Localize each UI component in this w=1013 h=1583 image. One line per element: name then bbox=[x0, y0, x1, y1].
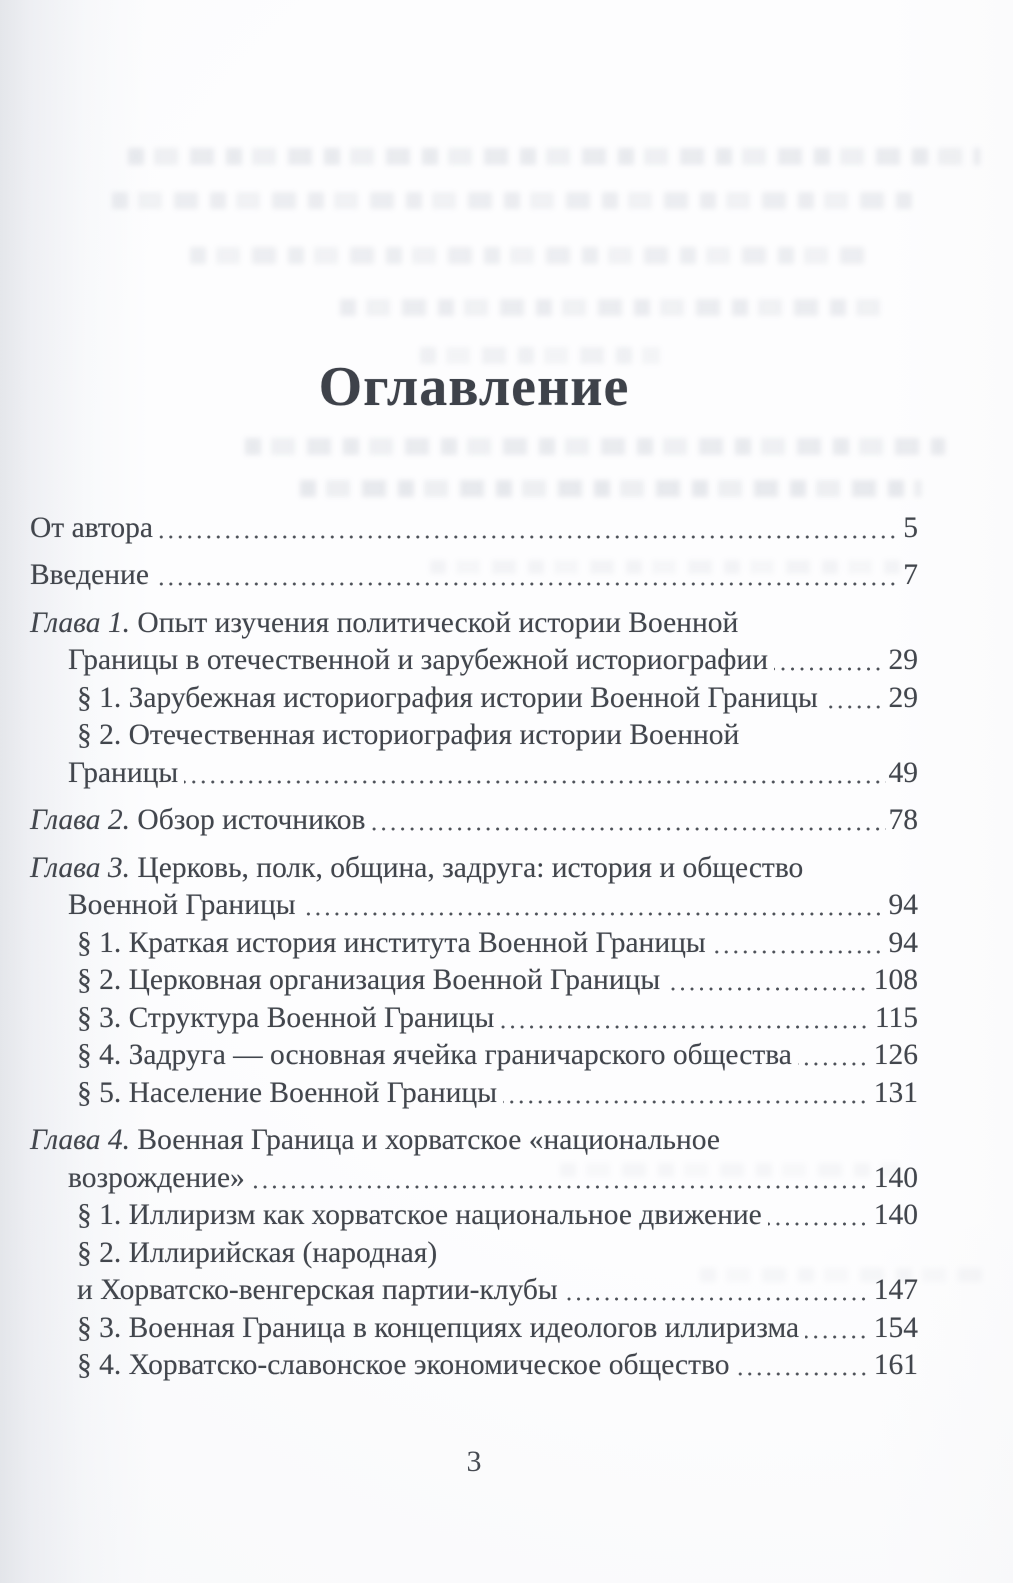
toc-line bbox=[30, 603, 918, 641]
toc-line bbox=[30, 998, 918, 1036]
toc-line bbox=[30, 1158, 918, 1196]
text-column bbox=[30, 0, 918, 1479]
toc-line bbox=[30, 1196, 918, 1234]
dot-leader bbox=[300, 886, 886, 924]
toc-line bbox=[30, 848, 918, 886]
toc-line bbox=[30, 886, 918, 924]
toc-entry-text: Глава 2. Обзор источников bbox=[30, 804, 366, 836]
toc-entry-text: и Хорватско-венгерская партии-клубы bbox=[77, 1274, 558, 1306]
toc-entry-text: § 4. Хорватско-славонское экономическое общество bbox=[77, 1349, 730, 1381]
folio-page-number: 3 bbox=[466, 1445, 482, 1478]
toc-entry-text: § 5. Население Военной Границы bbox=[77, 1076, 498, 1109]
toc-line bbox=[30, 1346, 918, 1384]
toc-line bbox=[30, 641, 918, 679]
toc-entry-text: § 3. Структура Военной Границы bbox=[77, 1001, 495, 1034]
dot-leader bbox=[369, 801, 885, 839]
toc-entry-text: Глава 1. Опыт изучения политической истории Военной bbox=[30, 606, 739, 639]
dot-leader bbox=[182, 753, 885, 791]
dot-leader bbox=[664, 961, 871, 999]
toc-page-number: 94 bbox=[888, 926, 918, 959]
toc-entry-text: § 2. Иллирийская (народная) bbox=[77, 1236, 438, 1269]
toc-entry-text: Глава 4. Военная Граница и хорватское «национальное bbox=[30, 1124, 720, 1156]
page-title: Оглавление bbox=[318, 356, 630, 418]
toc-line bbox=[30, 1073, 918, 1111]
toc-page-number: 5 bbox=[903, 511, 918, 544]
toc-line bbox=[30, 1308, 918, 1346]
toc-entry-text: § 4. Задруга — основная ячейка граничарского общества bbox=[77, 1039, 792, 1071]
dot-leader bbox=[249, 1158, 871, 1196]
toc-page-number: 147 bbox=[873, 1274, 918, 1306]
chapter-label: Глава 1. bbox=[30, 606, 131, 639]
dot-leader bbox=[734, 1346, 871, 1384]
toc-line bbox=[30, 923, 918, 961]
table-of-contents bbox=[30, 508, 918, 1383]
chapter-label: Глава 4. bbox=[30, 1124, 131, 1156]
toc-line bbox=[30, 1271, 918, 1309]
toc-entry-text: § 1. Иллиризм как хорватское национальное движение bbox=[77, 1199, 762, 1231]
toc-page-number: 140 bbox=[873, 1199, 918, 1231]
dot-leader bbox=[796, 1036, 871, 1074]
toc-entry-text: § 2. Отечественная историография истории Военной bbox=[77, 719, 740, 751]
dot-leader bbox=[710, 923, 886, 961]
chapter-label: Глава 2. bbox=[30, 804, 131, 836]
toc-entry-text: § 1. Зарубежная историография истории Военной Границы bbox=[77, 681, 818, 714]
toc-entry-text: От автора bbox=[30, 511, 153, 544]
toc-entry-text: Границы bbox=[68, 756, 179, 789]
dot-leader bbox=[766, 1196, 871, 1234]
toc-line bbox=[30, 1233, 918, 1271]
toc-line bbox=[30, 1121, 918, 1159]
dot-leader bbox=[153, 556, 900, 594]
toc-page-number: 29 bbox=[888, 644, 918, 676]
dot-leader bbox=[157, 508, 900, 546]
toc-line bbox=[30, 508, 918, 546]
dot-leader bbox=[501, 1073, 871, 1111]
toc-line bbox=[30, 753, 918, 791]
dot-leader bbox=[498, 998, 872, 1036]
toc-line bbox=[30, 716, 918, 754]
toc-entry-text: § 2. Церковная организация Военной Границы bbox=[77, 964, 661, 996]
toc-entry-text: Военной Границы bbox=[68, 889, 296, 921]
toc-entry-text: Границы в отечественной и зарубежной историографии bbox=[68, 644, 768, 676]
toc-entry-text: возрождение» bbox=[68, 1161, 245, 1194]
toc-page-number: 154 bbox=[873, 1311, 918, 1344]
dot-leader bbox=[803, 1308, 871, 1346]
toc-entry-text: § 3. Военная Граница в концепциях идеологов иллиризма bbox=[77, 1311, 800, 1344]
toc-page-number: 49 bbox=[888, 756, 918, 789]
toc-entry-text: § 1. Краткая история института Военной Границы bbox=[77, 926, 706, 959]
toc-line bbox=[30, 556, 918, 594]
toc-line bbox=[30, 678, 918, 716]
toc-page-number: 29 bbox=[888, 681, 918, 714]
toc-line bbox=[30, 961, 918, 999]
chapter-label: Глава 3. bbox=[30, 851, 131, 884]
toc-entry-text: Введение bbox=[30, 559, 149, 591]
toc-page-number: 94 bbox=[888, 889, 918, 921]
toc-page-number: 126 bbox=[873, 1039, 918, 1071]
toc-line bbox=[30, 1036, 918, 1074]
toc-page-number: 108 bbox=[873, 964, 918, 996]
toc-page-number: 161 bbox=[873, 1349, 918, 1381]
toc-page-number: 140 bbox=[873, 1161, 918, 1194]
toc-page-number: 78 bbox=[888, 804, 918, 836]
dot-leader bbox=[562, 1271, 871, 1309]
toc-line bbox=[30, 801, 918, 839]
dot-leader bbox=[822, 678, 886, 716]
toc-page-number: 7 bbox=[903, 559, 918, 591]
toc-page-number: 115 bbox=[874, 1001, 918, 1034]
dot-leader bbox=[772, 641, 886, 679]
toc-page-number: 131 bbox=[873, 1076, 918, 1109]
toc-entry-text: Глава 3. Церковь, полк, община, задруга: история и общество bbox=[30, 851, 804, 884]
